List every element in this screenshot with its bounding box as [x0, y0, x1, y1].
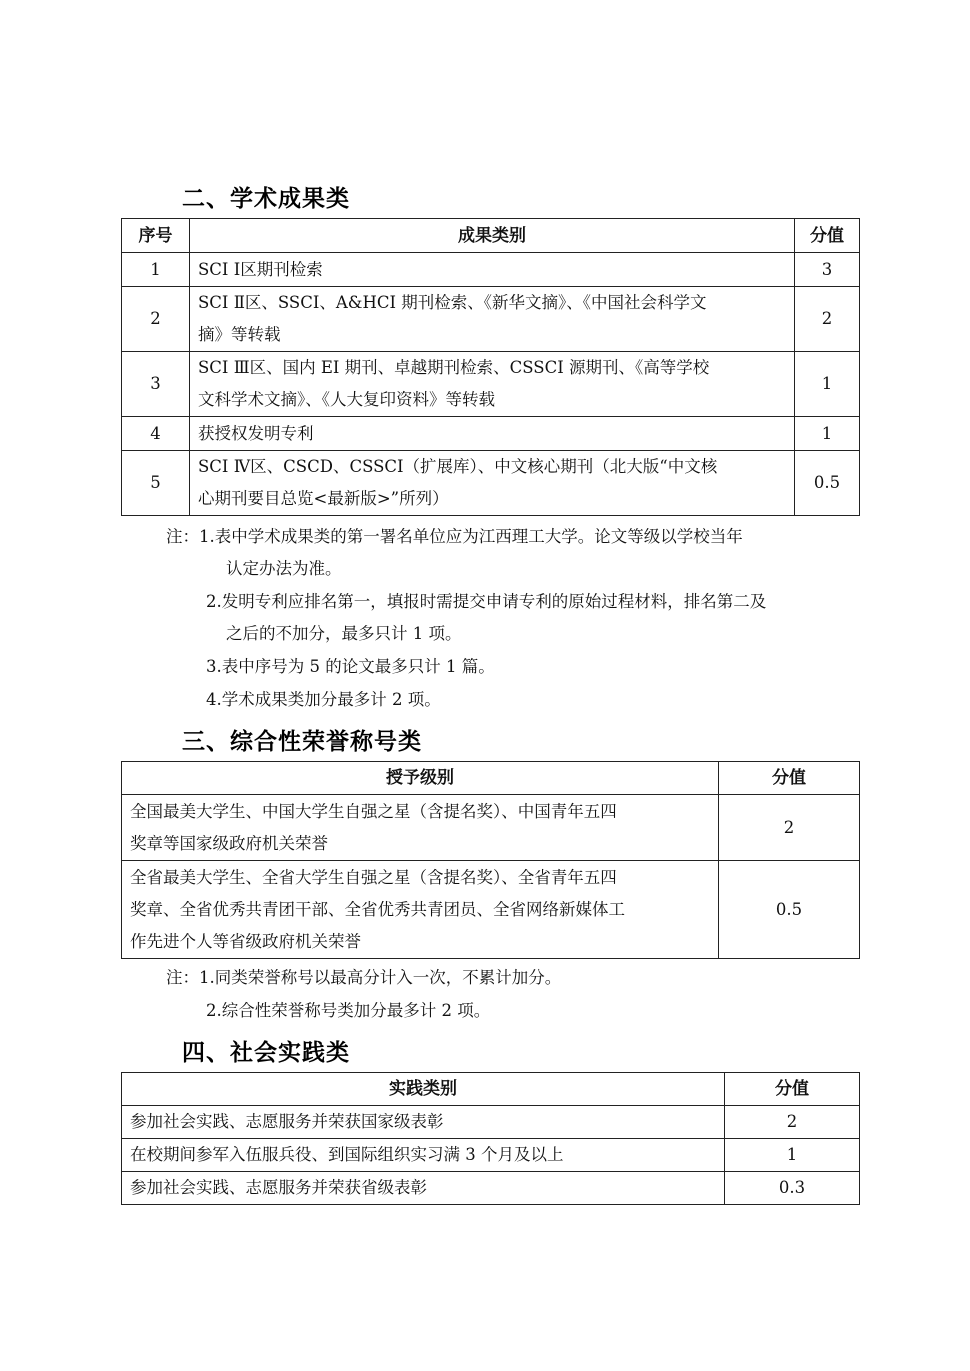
row-score: 2	[725, 1106, 860, 1139]
category-line: SCI Ⅰ区期刊检索	[198, 259, 323, 279]
academic-table	[121, 218, 860, 516]
row-category	[190, 451, 795, 516]
row-score: 1	[795, 352, 860, 417]
honors-note-2: 2.综合性荣誉称号类加分最多计 2 项。	[206, 1001, 491, 1020]
row-level	[122, 861, 719, 959]
row-category: 参加社会实践、志愿服务并荣获省级表彰	[122, 1172, 725, 1205]
row-score: 2	[719, 795, 860, 861]
section-title-academic: 二、学术成果类	[182, 186, 350, 212]
table-row	[122, 795, 860, 861]
academic-note-1-cont: 认定办法为准。	[226, 559, 342, 578]
table-row	[122, 253, 860, 287]
category-line: 摘》等转载	[198, 325, 281, 344]
row-category: 在校期间参军入伍服兵役、到国际组织实习满 3 个月及以上	[122, 1139, 725, 1172]
section-title-practice: 四、社会实践类	[182, 1040, 350, 1066]
row-category	[190, 253, 795, 287]
header-score: 分值	[795, 219, 860, 253]
row-level	[122, 795, 719, 861]
header-score: 分值	[725, 1073, 860, 1106]
table-header-row	[122, 762, 860, 795]
row-no: 3	[122, 352, 190, 417]
table-row	[122, 1106, 860, 1139]
level-line: 全省最美大学生、全省大学生自强之星（含提名奖）、全省青年五四	[130, 867, 617, 887]
header-score: 分值	[719, 762, 860, 795]
category-line: SCI Ⅳ区、CSCD、CSSCI（扩展库）、中文核心期刊（北大版“中文核	[198, 457, 718, 476]
table-row	[122, 417, 860, 451]
category-line: 心期刊要目总览<最新版>”所列）	[198, 489, 449, 508]
academic-note-2: 2.发明专利应排名第一，填报时需提交申请专利的原始过程材料，排名第二及	[206, 592, 767, 611]
row-score: 0.5	[719, 861, 860, 959]
header-category: 成果类别	[190, 219, 795, 253]
table-row	[122, 287, 860, 352]
row-category	[190, 417, 795, 451]
row-no: 5	[122, 451, 190, 516]
table-row	[122, 1139, 860, 1172]
row-score: 0.5	[795, 451, 860, 516]
row-category	[190, 287, 795, 352]
level-line: 奖章、全省优秀共青团干部、全省优秀共青团员、全省网络新媒体工	[130, 899, 625, 919]
category-line: SCI Ⅱ区、SSCI、A&HCI 期刊检索、《新华文摘》、《中国社会科学文	[198, 293, 707, 312]
practice-table	[121, 1072, 860, 1205]
table-row	[122, 352, 860, 417]
row-category: 参加社会实践、志愿服务并荣获国家级表彰	[122, 1106, 725, 1139]
level-line: 奖章等国家级政府机关荣誉	[130, 833, 328, 853]
category-line: SCI Ⅲ区、国内 EI 期刊、卓越期刊检索、CSSCI 源期刊、《高等学校	[198, 358, 710, 377]
row-score: 0.3	[725, 1172, 860, 1205]
row-no: 2	[122, 287, 190, 352]
category-line: 获授权发明专利	[198, 423, 314, 443]
table-row	[122, 861, 860, 959]
level-line: 全国最美大学生、中国大学生自强之星（含提名奖）、中国青年五四	[130, 801, 617, 821]
table-row	[122, 1172, 860, 1205]
row-score: 3	[795, 253, 860, 287]
level-line: 作先进个人等省级政府机关荣誉	[130, 931, 361, 951]
table-header-row	[122, 219, 860, 253]
row-no: 1	[122, 253, 190, 287]
academic-note-2-cont: 之后的不加分，最多只计 1 项。	[226, 624, 462, 643]
academic-note-1: 注：1.表中学术成果类的第一署名单位应为江西理工大学。论文等级以学校当年	[166, 527, 743, 546]
header-no: 序号	[122, 219, 190, 253]
header-level: 授予级别	[122, 762, 719, 795]
row-category	[190, 352, 795, 417]
header-category: 实践类别	[122, 1073, 725, 1106]
category-line: 文科学术文摘》、《人大复印资料》等转载	[198, 390, 495, 409]
honors-note-1: 注：1.同类荣誉称号以最高分计入一次，不累计加分。	[166, 968, 562, 987]
row-score: 1	[795, 417, 860, 451]
row-score: 2	[795, 287, 860, 352]
table-row	[122, 451, 860, 516]
row-score: 1	[725, 1139, 860, 1172]
honors-table	[121, 761, 860, 959]
section-title-honors: 三、综合性荣誉称号类	[182, 729, 422, 755]
academic-note-4: 4.学术成果类加分最多计 2 项。	[206, 690, 441, 709]
table-header-row	[122, 1073, 860, 1106]
row-no: 4	[122, 417, 190, 451]
academic-note-3: 3.表中序号为 5 的论文最多只计 1 篇。	[206, 657, 495, 676]
